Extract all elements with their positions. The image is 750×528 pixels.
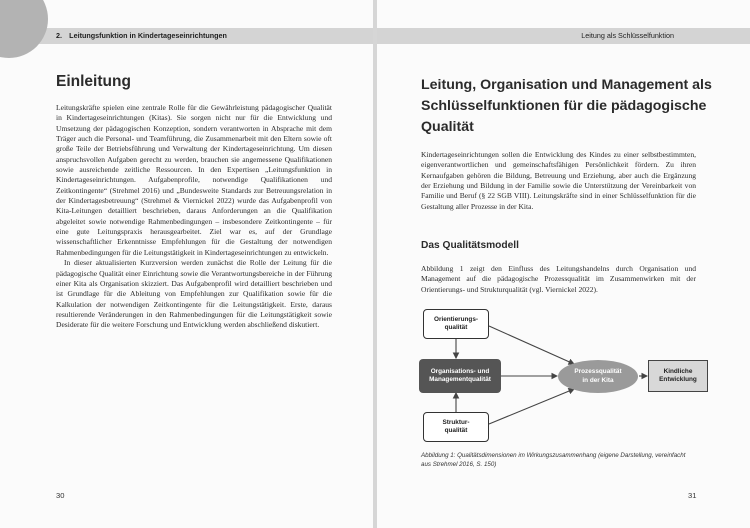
left-body-text <box>56 103 332 331</box>
running-header-bar <box>377 28 750 44</box>
running-header-left: 2. Leitungsfunktion in Kindertageseinrichtungen <box>56 31 227 40</box>
quality-model-diagram <box>421 306 697 446</box>
box-label: Kindliche Entwicklung <box>659 367 697 383</box>
section-heading-leitung: Leitung, Organisation und Management als Schlüsselfunktionen für die pädagogische Qualität <box>421 77 712 135</box>
subheading-qualitaetsmodell: Das Qualitätsmodell <box>421 240 519 251</box>
paragraph: Leitungskräfte spielen eine zentrale Rolle für die Gewährleistung pädagogischer Qualität in Kindertageseinrichtungen (Kitas). Sie sorgen nicht nur für die Entwicklung und Umsetzung der pädagogischen Konzeption, sondern verantworten in Absprache mit dem Träger auch die Personal- und Teamführung, die Zusammenarbeit mit den Eltern sowie oft große Teile der Betriebsführung und Verwaltung der Kindertageseinrichtung. Um diesen anspruchsvollen Aufgaben gerecht zu werden, brauchen sie angemessene Qualifikationen sowie ausreichende zeitliche Ressourcen. In den Expertisen „Leitungsfunktion in Kindertageseinrichtungen. Aufgabenprofile, notwendige Qualifikationen und Zeitkontingente“ (Strehmel 2016) und „Bundesweite Standards zur Betreuungsrelation in der Kindertagesbetreuung“ (Strehmel & Viernickel 2022) wurde das Aufgabenprofil von Kita-Leitungen detailliert beschrieben, daraus Anforderungen an die Qualifikation abgeleitet sowie notwendige Rahmenbedingungen – insbesondere Zeitkontingente – für eine gute Leitungspraxis herausgearbeitet. Ziel war es, auf der Grundlage wissenschaftlicher Erkenntnisse Empfehlungen für die Gestaltung der notwendigen Rahmenbedingungen für die Leitungstätigkeit in Kindertageseinrichtungen zu entwickeln. <box>56 103 332 257</box>
box-label: Struktur- qualität <box>442 418 470 434</box>
box-child-development <box>648 360 708 392</box>
section-heading-einleitung: Einleitung <box>56 73 131 90</box>
page-number-left: 30 <box>56 491 65 500</box>
box-label: Orientierungs- qualität <box>433 315 479 331</box>
running-header-bar <box>0 28 373 44</box>
box-organisation-management-quality <box>419 359 501 393</box>
right-page <box>377 0 750 528</box>
page-number-right: 31 <box>688 491 697 500</box>
box-structure-quality <box>423 412 489 442</box>
paragraph: Abbildung 1 zeigt den Einfluss des Leitungshandelns durch Organisation und Management auf die pädagogische Prozessqualität im Zusammenwirken mit der Orientierungs- und Strukturqualität (vgl. Viernickel 2022). <box>421 264 696 294</box>
chapter-tab-marker <box>0 0 48 58</box>
left-page <box>0 0 373 528</box>
box-label: Organisations- und Managementqualität <box>429 367 491 383</box>
box-orientation-quality <box>423 309 489 339</box>
figure-caption: Abbildung 1: Qualitätsdimensionen im Wirkungszusammenhang (eigene Darstellung, vereinfacht aus Strehmel 2016, S. 150) <box>421 452 686 468</box>
ellipse-process-quality <box>558 360 638 393</box>
running-header-right: Leitung als Schlüsselfunktion <box>581 31 674 40</box>
arrow-structure-to-process <box>489 389 574 424</box>
arrow-orientation-to-process <box>489 326 574 364</box>
right-body-text-2 <box>421 264 696 295</box>
right-body-text-1 <box>421 150 696 212</box>
box-label: Prozessqualität in der Kita <box>574 368 622 384</box>
paragraph: Kindertageseinrichtungen sollen die Entwicklung des Kindes zu einer selbstbestimmten, eigenverantwortlichen und gemeinschaftsfähigen Persönlichkeit fördern. Zu ihren Kernaufgaben gehören die Bildung, Betreuung und Erziehung, aber auch die Ergänzung der Erziehung und Bildung in der Familie sowie die Unterstützung der Vereinbarkeit von Familie und Beruf (§ 22 SGB VIII). Leitungskräfte sind in einer Schlüsselfunktion für die Gestaltung aller Prozesse in der Kita. <box>421 150 696 211</box>
paragraph: In dieser aktualisierten Kurzversion werden zunächst die Rolle der Leitung für die pädagogische Qualität einer Einrichtung sowie die Verantwortungsbereiche in der Führung einer Kita als Organisation skizziert. Das Aufgabenprofil wird detailliert beschrieben und ist Grundlage für die Ableitung von Empfehlungen zur Qualifikation sowie für die Kalkulation der notwendigen Zeitkontingente für die Leitungstätigkeit. Erste, daraus resultierende Veränderungen in den Rahmenbedingungen für die Leitungstätigkeit sowie Desiderate für die weitere Forschung und Entwicklung werden abschließend diskutiert. <box>56 258 332 330</box>
